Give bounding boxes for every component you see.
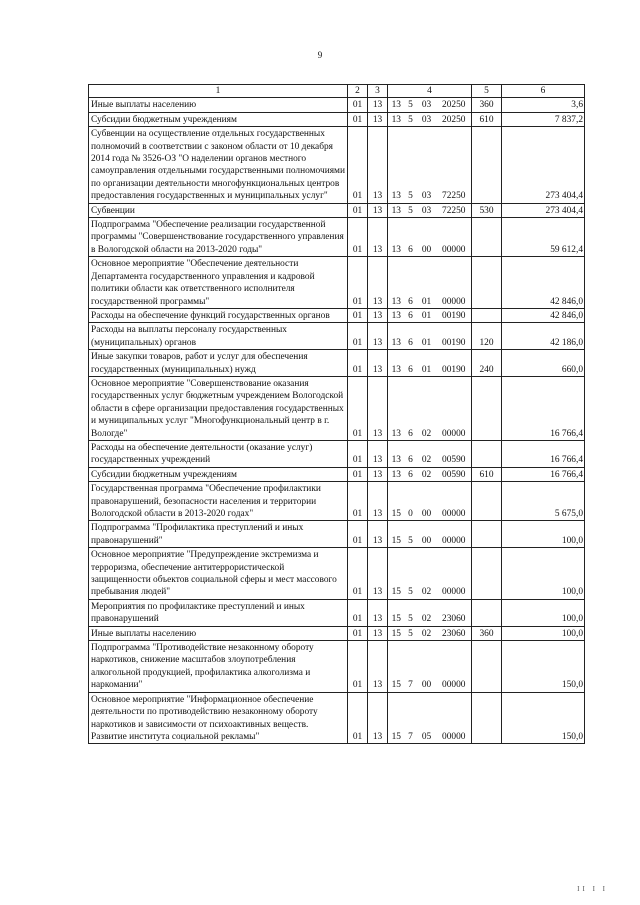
row-name: Иные выплаты населению <box>89 626 348 640</box>
table-row <box>89 203 585 217</box>
code-program: 13 <box>388 376 405 440</box>
code-subprogram: 6 <box>405 440 417 467</box>
code-direction: 00000 <box>437 692 472 744</box>
row-sum: 59 612,4 <box>502 218 585 257</box>
table-row <box>89 521 585 548</box>
code-program: 13 <box>388 257 405 309</box>
code-rz: 01 <box>348 112 368 126</box>
header-col-3: 3 <box>368 85 388 98</box>
code-subprogram: 6 <box>405 467 417 481</box>
table-row <box>89 218 585 257</box>
row-sum: 7 837,2 <box>502 112 585 126</box>
code-rz: 01 <box>348 548 368 600</box>
table-row <box>89 376 585 440</box>
code-rz: 01 <box>348 521 368 548</box>
code-program: 13 <box>388 350 405 377</box>
code-subprogram: 5 <box>405 521 417 548</box>
code-rz: 01 <box>348 440 368 467</box>
row-sum: 100,0 <box>502 599 585 626</box>
code-direction: 72250 <box>437 203 472 217</box>
code-program: 13 <box>388 323 405 350</box>
code-direction: 00000 <box>437 376 472 440</box>
code-expense-type <box>472 641 502 693</box>
table-row <box>89 323 585 350</box>
code-rz: 01 <box>348 692 368 744</box>
code-pr: 13 <box>368 599 388 626</box>
code-expense-type: 610 <box>472 112 502 126</box>
code-pr: 13 <box>368 98 388 112</box>
table-row <box>89 641 585 693</box>
row-name: Основное мероприятие "Совершенствование оказания государственных услуг бюджетным учреждением Вологодской области в сфере организации предоставления государственных и муниципальных услуг "Многофункциональный центр в г. Вологде" <box>89 376 348 440</box>
code-pr: 13 <box>368 203 388 217</box>
code-rz: 01 <box>348 257 368 309</box>
code-subprogram: 5 <box>405 112 417 126</box>
code-expense-type <box>472 482 502 521</box>
table-row <box>89 482 585 521</box>
code-event: 03 <box>417 98 437 112</box>
row-sum: 42 186,0 <box>502 323 585 350</box>
code-rz: 01 <box>348 467 368 481</box>
code-expense-type: 360 <box>472 98 502 112</box>
code-rz: 01 <box>348 482 368 521</box>
code-subprogram: 6 <box>405 350 417 377</box>
table-row <box>89 548 585 600</box>
code-expense-type <box>472 308 502 322</box>
code-rz: 01 <box>348 350 368 377</box>
row-sum: 3,6 <box>502 98 585 112</box>
header-col-1: 1 <box>89 85 348 98</box>
row-sum: 100,0 <box>502 548 585 600</box>
code-subprogram: 5 <box>405 548 417 600</box>
header-col-2: 2 <box>348 85 368 98</box>
code-event: 02 <box>417 376 437 440</box>
code-expense-type <box>472 440 502 467</box>
table-header-row <box>89 85 585 98</box>
row-name: Подпрограмма "Противодействие незаконному обороту наркотиков, снижение масштабов злоупотребления алкогольной продукцией, профилактика алкоголизма и наркомании" <box>89 641 348 693</box>
code-direction: 00190 <box>437 308 472 322</box>
code-subprogram: 7 <box>405 641 417 693</box>
table-row <box>89 98 585 112</box>
row-sum: 273 404,4 <box>502 203 585 217</box>
row-sum: 150,0 <box>502 641 585 693</box>
code-program: 15 <box>388 626 405 640</box>
code-subprogram: 6 <box>405 257 417 309</box>
code-pr: 13 <box>368 626 388 640</box>
code-event: 01 <box>417 308 437 322</box>
code-pr: 13 <box>368 127 388 203</box>
code-rz: 01 <box>348 376 368 440</box>
code-direction: 00000 <box>437 257 472 309</box>
row-name: Основное мероприятие "Предупреждение экстремизма и терроризма, обеспечение антитеррористической защищенности объектов социальной сферы и мест массового пребывания людей" <box>89 548 348 600</box>
code-pr: 13 <box>368 482 388 521</box>
table-row <box>89 127 585 203</box>
code-expense-type <box>472 599 502 626</box>
code-rz: 01 <box>348 218 368 257</box>
code-pr: 13 <box>368 257 388 309</box>
code-rz: 01 <box>348 323 368 350</box>
code-event: 03 <box>417 127 437 203</box>
row-name: Мероприятия по профилактике преступлений и иных правонарушений <box>89 599 348 626</box>
code-expense-type <box>472 127 502 203</box>
code-rz: 01 <box>348 203 368 217</box>
row-name: Иные закупки товаров, работ и услуг для обеспечения государственных (муниципальных) нужд <box>89 350 348 377</box>
row-name: Расходы на обеспечение деятельности (оказание услуг) государственных учреждений <box>89 440 348 467</box>
table-row <box>89 308 585 322</box>
code-event: 03 <box>417 112 437 126</box>
table-row <box>89 599 585 626</box>
code-expense-type <box>472 521 502 548</box>
budget-table <box>88 84 585 744</box>
code-expense-type: 610 <box>472 467 502 481</box>
code-event: 00 <box>417 521 437 548</box>
code-program: 15 <box>388 521 405 548</box>
code-pr: 13 <box>368 467 388 481</box>
code-rz: 01 <box>348 626 368 640</box>
code-event: 01 <box>417 257 437 309</box>
table-row <box>89 626 585 640</box>
code-expense-type <box>472 257 502 309</box>
row-sum: 100,0 <box>502 521 585 548</box>
code-direction: 00000 <box>437 548 472 600</box>
code-expense-type <box>472 548 502 600</box>
page-number: 9 <box>317 50 323 60</box>
code-direction: 23060 <box>437 626 472 640</box>
code-direction: 00000 <box>437 218 472 257</box>
scan-marks: II I I <box>577 885 608 893</box>
code-direction: 20250 <box>437 98 472 112</box>
code-rz: 01 <box>348 98 368 112</box>
code-pr: 13 <box>368 323 388 350</box>
code-event: 00 <box>417 218 437 257</box>
code-program: 13 <box>388 203 405 217</box>
table-row <box>89 350 585 377</box>
code-pr: 13 <box>368 440 388 467</box>
code-pr: 13 <box>368 112 388 126</box>
code-pr: 13 <box>368 308 388 322</box>
code-subprogram: 5 <box>405 599 417 626</box>
code-expense-type <box>472 376 502 440</box>
table-row <box>89 440 585 467</box>
code-pr: 13 <box>368 641 388 693</box>
code-subprogram: 6 <box>405 376 417 440</box>
code-direction: 00000 <box>437 482 472 521</box>
row-sum: 42 846,0 <box>502 308 585 322</box>
row-name: Основное мероприятие "Обеспечение деятельности Департамента государственного управления и кадровой политики области как ответственного исполнителя государственной программы" <box>89 257 348 309</box>
row-sum: 273 404,4 <box>502 127 585 203</box>
code-expense-type <box>472 692 502 744</box>
code-rz: 01 <box>348 308 368 322</box>
code-event: 01 <box>417 350 437 377</box>
row-name: Государственная программа "Обеспечение профилактики правонарушений, безопасности населения и территории Вологодской области в 2013-2020 годах" <box>89 482 348 521</box>
code-pr: 13 <box>368 521 388 548</box>
code-expense-type: 530 <box>472 203 502 217</box>
code-subprogram: 6 <box>405 308 417 322</box>
code-subprogram: 7 <box>405 692 417 744</box>
code-event: 03 <box>417 203 437 217</box>
code-direction: 00190 <box>437 350 472 377</box>
code-direction: 00000 <box>437 521 472 548</box>
code-subprogram: 5 <box>405 626 417 640</box>
row-name: Субвенции <box>89 203 348 217</box>
row-name: Субсидии бюджетным учреждениям <box>89 112 348 126</box>
code-pr: 13 <box>368 692 388 744</box>
code-program: 13 <box>388 98 405 112</box>
code-event: 02 <box>417 626 437 640</box>
row-name: Субвенции на осуществление отдельных государственных полномочий в соответствии с законом области от 10 декабря 2014 года № 3526-ОЗ "О наделении органов местного самоуправления отдельными государственными полномочиями по организации деятельности многофункциональных центров предоставления государственных и муниципальных услуг" <box>89 127 348 203</box>
code-expense-type <box>472 218 502 257</box>
code-direction: 20250 <box>437 112 472 126</box>
code-subprogram: 5 <box>405 127 417 203</box>
code-direction: 00590 <box>437 467 472 481</box>
header-col-4: 4 <box>388 85 472 98</box>
row-sum: 660,0 <box>502 350 585 377</box>
table-row <box>89 692 585 744</box>
row-sum: 100,0 <box>502 626 585 640</box>
row-sum: 5 675,0 <box>502 482 585 521</box>
code-subprogram: 6 <box>405 323 417 350</box>
code-expense-type: 360 <box>472 626 502 640</box>
row-sum: 42 846,0 <box>502 257 585 309</box>
row-name: Расходы на выплаты персоналу государственных (муниципальных) органов <box>89 323 348 350</box>
code-pr: 13 <box>368 350 388 377</box>
code-event: 02 <box>417 548 437 600</box>
code-event: 02 <box>417 599 437 626</box>
code-event: 00 <box>417 482 437 521</box>
table-row <box>89 112 585 126</box>
code-program: 15 <box>388 641 405 693</box>
code-rz: 01 <box>348 127 368 203</box>
row-sum: 16 766,4 <box>502 467 585 481</box>
table-row <box>89 257 585 309</box>
code-event: 01 <box>417 323 437 350</box>
code-program: 15 <box>388 482 405 521</box>
code-subprogram: 5 <box>405 98 417 112</box>
row-sum: 16 766,4 <box>502 440 585 467</box>
header-col-6: 6 <box>502 85 585 98</box>
row-name: Иные выплаты населению <box>89 98 348 112</box>
code-program: 15 <box>388 599 405 626</box>
code-event: 05 <box>417 692 437 744</box>
row-name: Подпрограмма "Профилактика преступлений и иных правонарушений" <box>89 521 348 548</box>
table-row <box>89 467 585 481</box>
code-program: 13 <box>388 218 405 257</box>
code-program: 13 <box>388 308 405 322</box>
code-direction: 00590 <box>437 440 472 467</box>
row-sum: 16 766,4 <box>502 376 585 440</box>
code-subprogram: 0 <box>405 482 417 521</box>
code-pr: 13 <box>368 218 388 257</box>
row-name: Расходы на обеспечение функций государственных органов <box>89 308 348 322</box>
code-program: 13 <box>388 440 405 467</box>
code-expense-type: 240 <box>472 350 502 377</box>
code-direction: 00190 <box>437 323 472 350</box>
code-event: 02 <box>417 440 437 467</box>
code-subprogram: 6 <box>405 218 417 257</box>
code-program: 13 <box>388 467 405 481</box>
code-rz: 01 <box>348 641 368 693</box>
code-program: 15 <box>388 692 405 744</box>
code-direction: 00000 <box>437 641 472 693</box>
code-event: 00 <box>417 641 437 693</box>
code-pr: 13 <box>368 548 388 600</box>
code-direction: 23060 <box>437 599 472 626</box>
code-program: 13 <box>388 127 405 203</box>
code-program: 13 <box>388 112 405 126</box>
code-event: 02 <box>417 467 437 481</box>
row-sum: 150,0 <box>502 692 585 744</box>
code-expense-type: 120 <box>472 323 502 350</box>
row-name: Подпрограмма "Обеспечение реализации государственной программы "Совершенствование государственного управления в Вологодской области на 2013-2020 годы" <box>89 218 348 257</box>
code-direction: 72250 <box>437 127 472 203</box>
row-name: Субсидии бюджетным учреждениям <box>89 467 348 481</box>
code-rz: 01 <box>348 599 368 626</box>
code-pr: 13 <box>368 376 388 440</box>
row-name: Основное мероприятие "Информационное обеспечение деятельности по противодействию незаконному обороту наркотиков и зависимости от психоактивных веществ. Развитие института социальной рекламы" <box>89 692 348 744</box>
code-program: 15 <box>388 548 405 600</box>
code-subprogram: 5 <box>405 203 417 217</box>
header-col-5: 5 <box>472 85 502 98</box>
